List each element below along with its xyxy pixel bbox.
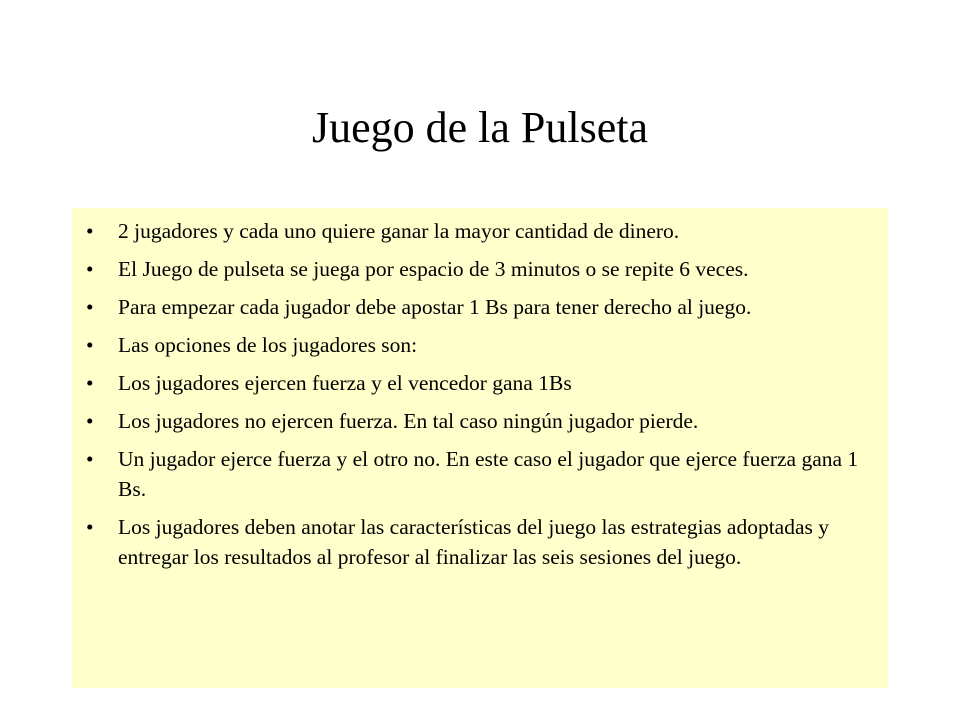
bullet-item (72, 292, 888, 322)
bullet-text: 2 jugadores y cada uno quiere ganar la mayor cantidad de dinero. (118, 219, 680, 243)
bullet-item (72, 216, 888, 246)
bullet-item (72, 254, 888, 284)
bullet-dot: • (86, 219, 94, 243)
bullet-dot: • (86, 257, 94, 281)
content-box (72, 208, 888, 688)
bullet-item (72, 444, 888, 504)
bullet-dot: • (86, 295, 94, 319)
slide-title: Juego de la Pulseta (311, 103, 649, 152)
bullet-dot: • (86, 371, 94, 395)
bullet-list (72, 216, 888, 580)
bullet-dot: • (86, 409, 94, 433)
bullet-item (72, 368, 888, 398)
bullet-text: Los jugadores deben anotar las características del juego las estrategias adoptadas y entregar los resultados al profesor al finalizar las seis sesiones del juego. (118, 515, 830, 569)
bullet-text: Para empezar cada jugador debe apostar 1 Bs para tener derecho al juego. (118, 295, 752, 319)
bullet-text: Un jugador ejerce fuerza y el otro no. En este caso el jugador que ejerce fuerza gana 1 Bs. (118, 447, 859, 501)
bullet-dot: • (86, 515, 94, 539)
bullet-text: El Juego de pulseta se juega por espacio de 3 minutos o se repite 6 veces. (118, 257, 749, 281)
bullet-text: Los jugadores ejercen fuerza y el vencedor gana 1Bs (118, 371, 572, 395)
bullet-item (72, 330, 888, 360)
bullet-text: Las opciones de los jugadores son: (118, 333, 418, 357)
bullet-text: Los jugadores no ejercen fuerza. En tal caso ningún jugador pierde. (118, 409, 699, 433)
bullet-item (72, 406, 888, 436)
bullet-item (72, 512, 888, 572)
bullet-dot: • (86, 447, 94, 471)
bullet-dot: • (86, 333, 94, 357)
